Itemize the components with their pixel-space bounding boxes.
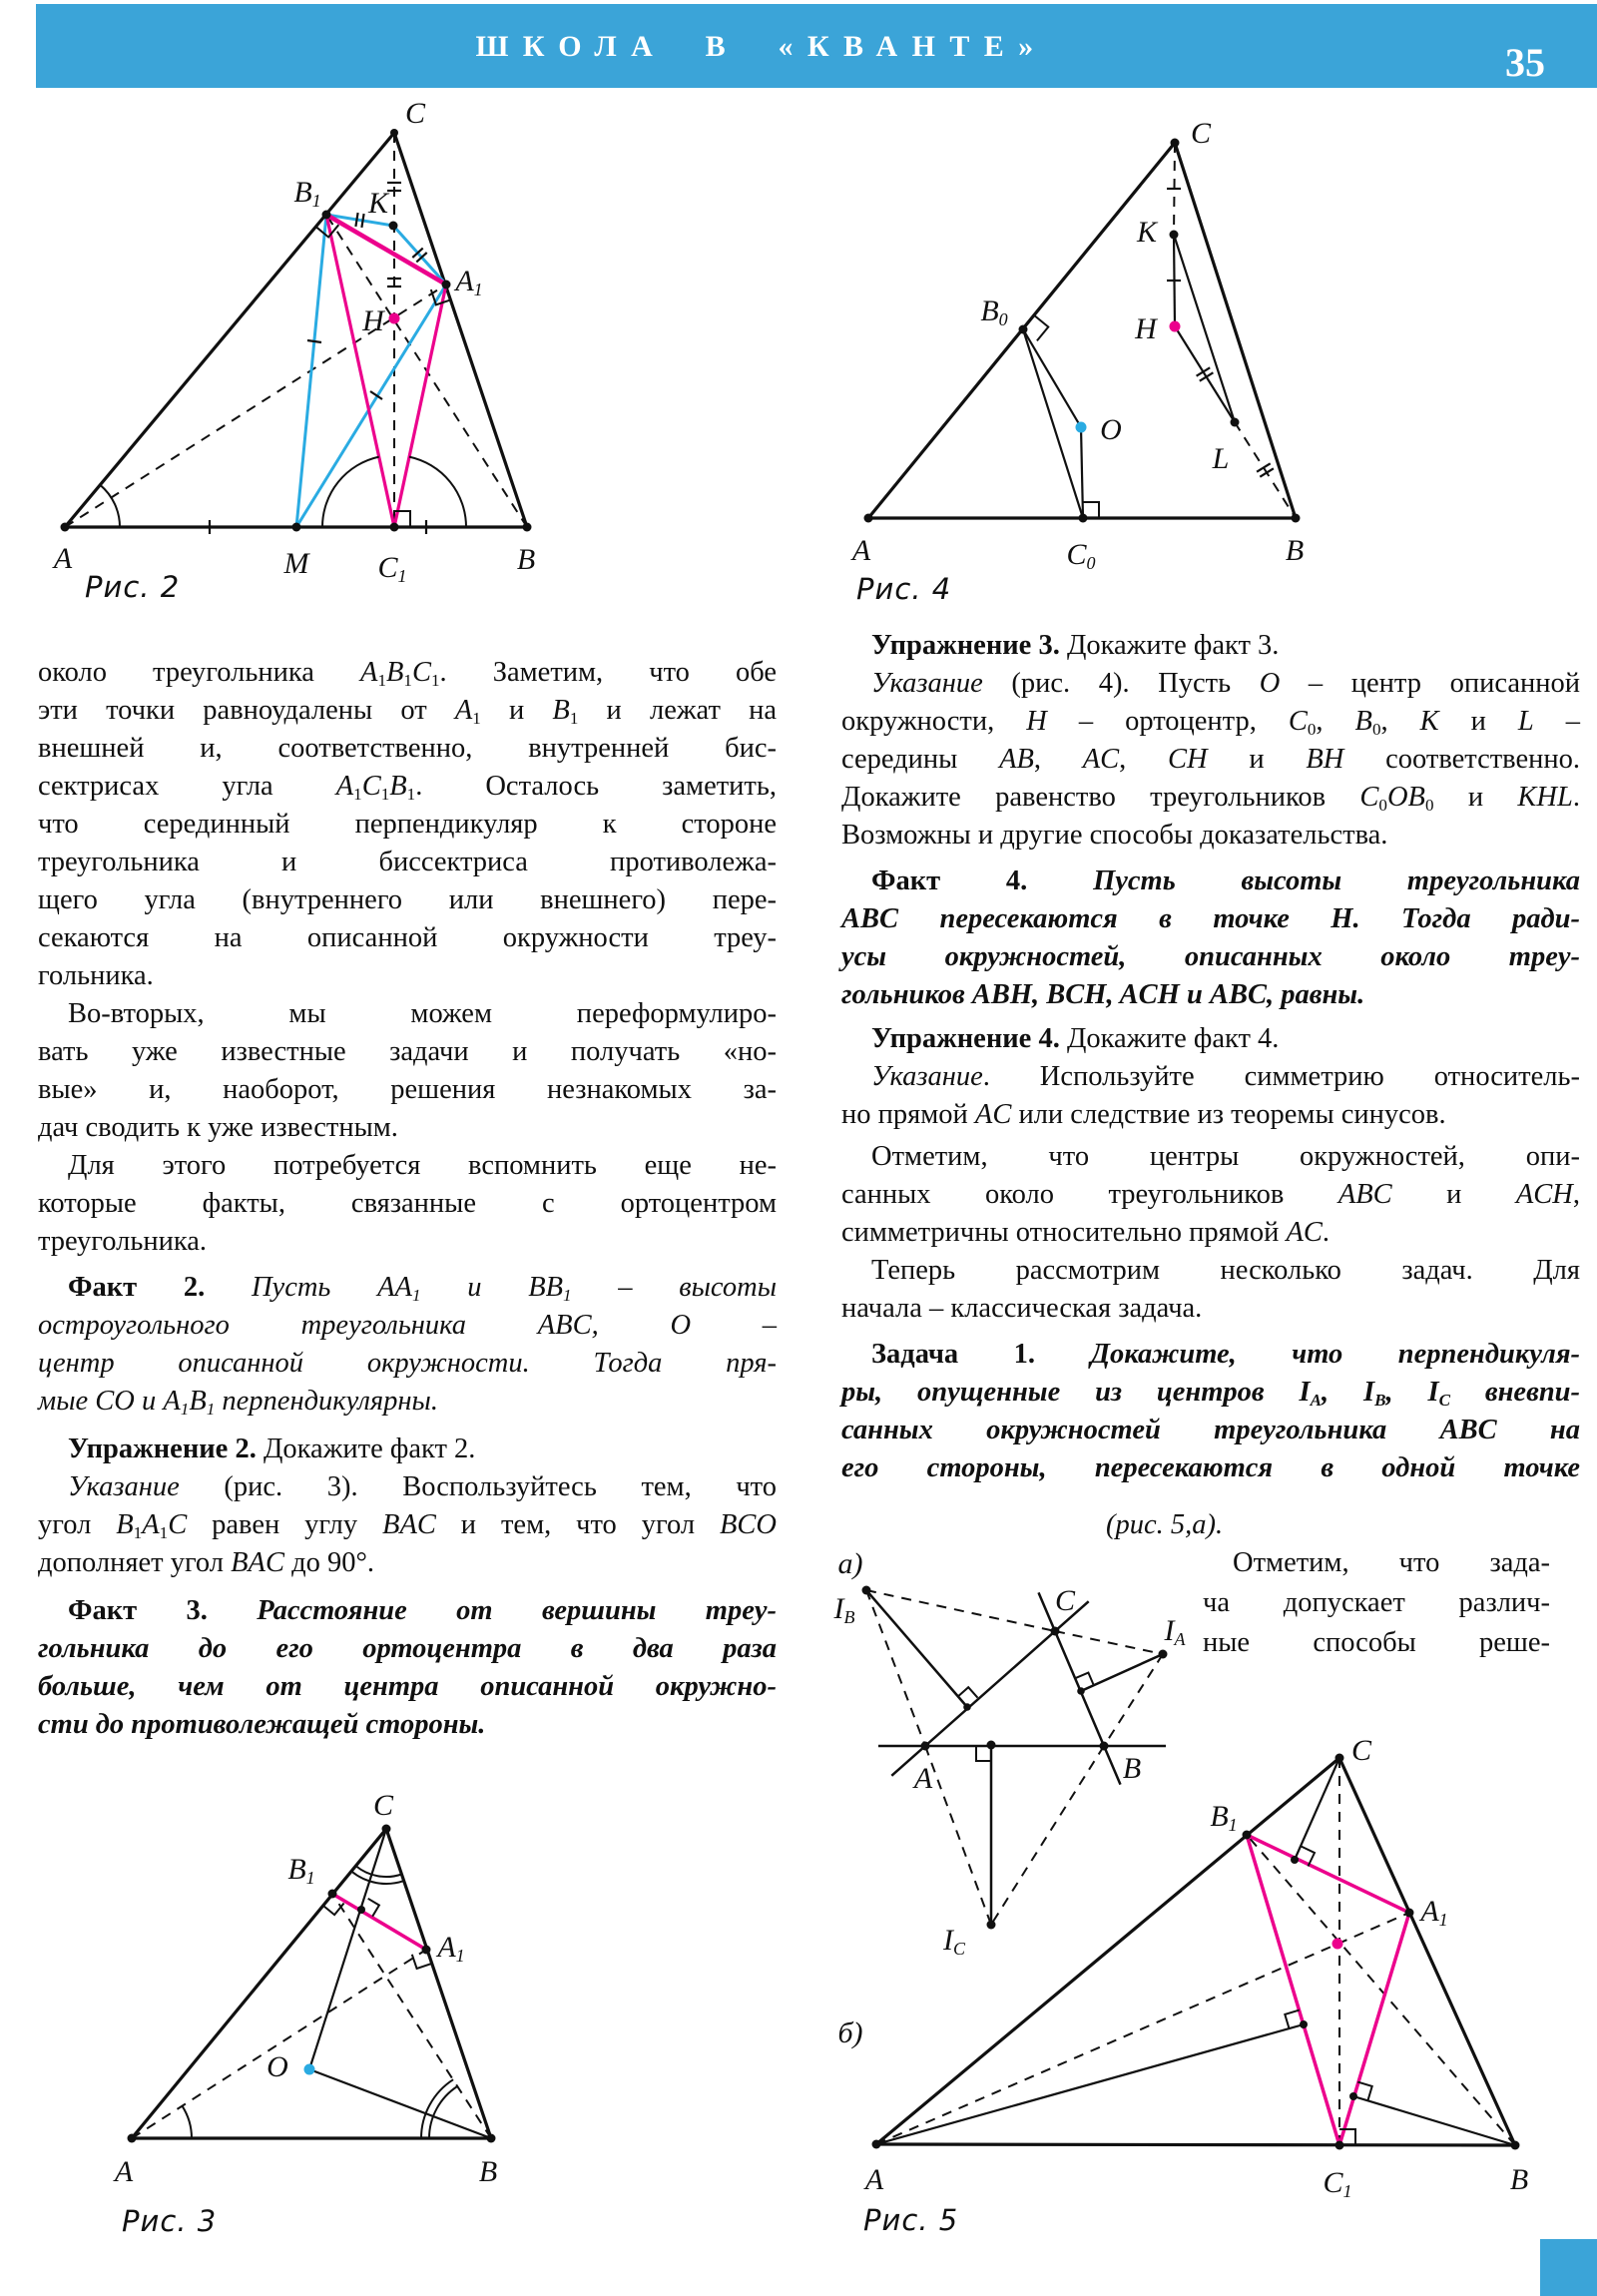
fig-label-A: A — [114, 2155, 134, 2188]
text-line: Докажите равенство треугольников $C_0OB_0$ и KHL. — [841, 782, 1580, 815]
fig-label-IB: $I_B$ — [833, 1592, 855, 1628]
fig5b-triangle — [876, 1758, 1515, 2145]
text-line: гольника до его ортоцентра в два раза — [38, 1633, 777, 1664]
fig5a-reference: (рис. 5,а). — [1106, 1509, 1224, 1540]
text-line: его стороны, пересекаются в одной точке — [841, 1452, 1580, 1483]
text-line: около треугольника $A_1B_1C_1$. Заметим, что обе — [38, 657, 777, 690]
fig-label-M: M — [283, 547, 309, 580]
text-line: Отметим, что зада- — [1233, 1547, 1550, 1578]
text-line: Упражнение 4. Докажите факт 4. — [871, 1023, 1280, 1054]
text-line: Теперь рассмотрим несколько задач. Для — [871, 1255, 1580, 1286]
fig-label-C-5a: C — [1054, 1584, 1076, 1617]
paragraph — [841, 627, 1580, 665]
text-line: дополняет угол BAC до 90°. — [38, 1547, 374, 1578]
text-line: ные способы реше- — [1203, 1627, 1550, 1658]
text-line: центр описанной окружности. Тогда пря- — [38, 1348, 777, 1379]
fig-label-B1: $B_1$ — [287, 1853, 315, 1889]
right-column — [841, 627, 1580, 1487]
text-line: больше, чем от центра описанной окружно- — [38, 1671, 777, 1702]
paragraph — [38, 1468, 777, 1582]
text-line: щего угла (внутреннего или внешнего) пере- — [38, 884, 777, 915]
fig-label-C-5b: C — [1350, 1734, 1372, 1767]
fig-label-B: B — [478, 2155, 498, 2188]
figure-4 — [848, 85, 1597, 644]
fig-label-B: B — [516, 543, 536, 576]
text-line: треугольника и биссектриса противолежа- — [38, 847, 777, 877]
text-line: симметричны относительно прямой AC. — [841, 1217, 1330, 1248]
figure-3 — [80, 1787, 559, 2256]
figure-2 — [40, 85, 559, 629]
paragraph — [38, 654, 777, 995]
fig-label-H: H — [362, 304, 384, 337]
text-line: Для этого потребуется вспомнить еще не- — [68, 1150, 777, 1181]
text-line: вать уже известные задачи и получать «но- — [38, 1036, 777, 1067]
text-line: сектрисах угла $A_1C_1B_1$. Осталось заметить, — [38, 771, 778, 804]
fig-label-A: A — [851, 534, 871, 567]
fig-label-L: L — [1212, 442, 1230, 475]
text-line: окружности, H – ортоцентр, $C_0$, $B_0$, K и L – — [841, 706, 1581, 739]
text-line: гольников ABH, BCH, ACH и ABC, равны. — [841, 979, 1365, 1010]
text-line: ча допускает различ- — [1203, 1587, 1550, 1618]
paragraph — [841, 1252, 1580, 1328]
corner-decoration — [1540, 2239, 1597, 2296]
text-line: Отметим, что центры окружностей, опи- — [871, 1141, 1580, 1172]
fig-label-B-5a: B — [1122, 1752, 1142, 1785]
paragraph — [841, 665, 1580, 855]
fig4-tick-marks — [1167, 189, 1274, 477]
fig-label-b-label: б) — [837, 2016, 863, 2049]
text-line: внешней и, соответственно, внутренней бис- — [38, 733, 777, 764]
text-line: что серединный перпендикуляр к стороне — [38, 809, 777, 840]
text-line: усы окружностей, описанных около треу- — [841, 941, 1580, 972]
fig4-right-angle-marks — [1034, 315, 1099, 518]
fig5b-perpendiculars — [876, 1758, 1515, 2145]
fig-label-a-label: а) — [837, 1547, 863, 1580]
fig5b-right-angle-marks — [1285, 1847, 1371, 2146]
fig5b-orthic-triangle — [1247, 1835, 1409, 2145]
fig-label-C: C — [1190, 117, 1212, 150]
fig-label-A-5a: A — [913, 1762, 933, 1795]
text-line: вые» и, наоборот, решения незнакомых за- — [38, 1074, 777, 1105]
fig5a-solid-lines — [866, 1590, 1166, 1925]
fig5b-points — [872, 1754, 1520, 2150]
text-line: секаются на описанной окружности треу- — [38, 922, 777, 953]
fig-label-A1: $A_1$ — [455, 265, 483, 300]
paragraph — [841, 1020, 1580, 1058]
text-line: дач сводить к уже известным. — [38, 1112, 398, 1143]
fig-label-C: C — [372, 1789, 394, 1822]
fig2-magenta-triangle — [326, 215, 446, 527]
fig-label-C0: $C_0$ — [1066, 538, 1096, 574]
text-line: начала – классическая задача. — [841, 1293, 1203, 1324]
fig-label-B-5b: B — [1509, 2163, 1529, 2196]
fig4-caption: Рис. 4 — [856, 572, 952, 606]
fig-label-O: O — [266, 2050, 288, 2083]
paragraph — [38, 1269, 777, 1421]
fig3-angle-arcs — [183, 1866, 458, 2138]
fig-label-O: O — [1100, 413, 1122, 446]
text-line: но прямой AC или следствие из теоремы синусов. — [841, 1099, 1446, 1130]
fig-label-A1: $A_1$ — [437, 1931, 465, 1967]
page-header-bar — [36, 4, 1597, 88]
fig-label-C: C — [404, 97, 426, 130]
text-line: Упражнение 2. Докажите факт 2. — [68, 1434, 476, 1464]
figure-5 — [818, 1547, 1597, 2251]
fig-label-A1-5b: $A_1$ — [1420, 1895, 1448, 1931]
fig-label-B: B — [1285, 534, 1305, 567]
fig-label-K: K — [1136, 216, 1158, 249]
fig5-drawing — [818, 1552, 1597, 2251]
paragraph — [841, 1138, 1580, 1252]
fig2-caption: Рис. 2 — [85, 570, 181, 604]
paragraph — [841, 1336, 1580, 1487]
paragraph — [38, 1147, 777, 1261]
fig-label-A: A — [53, 542, 73, 575]
text-line: эти точки равноудалены от $A_1$ и $B_1$ и лежат на — [38, 695, 777, 728]
text-line: треугольника. — [38, 1226, 208, 1257]
text-line: санных около треугольников ABC и ACH, — [841, 1179, 1580, 1210]
fig-label-A-5b: A — [864, 2163, 884, 2196]
fig-label-IC: $I_C$ — [942, 1924, 966, 1960]
page-number: 35 — [1505, 40, 1545, 85]
text-line: середины AB, AC, CH и BH соответственно. — [841, 744, 1580, 775]
fig-label-IA: $I_A$ — [1164, 1614, 1186, 1650]
text-line: мые CO и $A_1B_1$ перпендикулярны. — [38, 1386, 438, 1419]
fig-label-C1-5b: $C_1$ — [1323, 2166, 1352, 2202]
text-line: ABC пересекаются в точке H. Тогда ради- — [841, 903, 1580, 934]
left-column — [38, 654, 777, 1744]
fig-label-B1: $B_1$ — [293, 176, 321, 212]
text-line: сти до противолежащей стороны. — [38, 1709, 486, 1740]
text-line: Факт 3. Расстояние от вершины треу- — [68, 1595, 777, 1626]
paragraph — [38, 1592, 777, 1744]
text-line: санных окружностей треугольника ABC на — [841, 1415, 1580, 1445]
text-line: Упражнение 3. Докажите факт 3. — [871, 630, 1280, 661]
fig5-caption: Рис. 5 — [863, 2203, 959, 2237]
paragraph — [38, 995, 777, 1147]
text-line: Факт 4. Пусть высоты треугольника — [871, 865, 1580, 896]
text-line: Задача 1. Докажите, что перпендикуля- — [871, 1339, 1580, 1370]
fig4-inner-lines — [1023, 235, 1235, 518]
paragraph — [38, 1431, 777, 1468]
fig5b-dashed-lines — [876, 1758, 1515, 2145]
text-line: Указание (рис. 3). Воспользуйтесь тем, что — [68, 1471, 777, 1502]
text-line: гольника. — [38, 960, 154, 991]
page-title: ШКОЛА В «КВАНТЕ» — [475, 30, 1048, 63]
fig-label-C1: $C_1$ — [377, 551, 407, 587]
fig4-drawing — [848, 85, 1597, 644]
fig-label-H: H — [1135, 312, 1157, 345]
fig5a-right-angle-marks — [958, 1673, 1094, 1761]
text-line: остроугольного треугольника ABC, O – — [38, 1310, 777, 1341]
fig-label-K: K — [367, 187, 389, 220]
paragraph — [841, 1058, 1580, 1134]
text-line: угол $B_1A_1C$ равен углу BAC и тем, что угол BCO — [38, 1509, 777, 1542]
text-line: ры, опущенные из центров $I_A$, $I_B$, $I_C$ вневпи- — [841, 1377, 1581, 1410]
text-line: Указание. Используйте симметрию относитель- — [871, 1061, 1580, 1092]
fig3-caption: Рис. 3 — [122, 2204, 218, 2238]
text-line: Во-вторых, мы можем переформулиро- — [68, 998, 777, 1029]
fig2-cyan-quad — [296, 215, 446, 527]
text-line: Указание (рис. 4). Пусть O – центр описанной — [871, 668, 1580, 699]
text-line: Возможны и другие способы доказательства. — [841, 820, 1388, 851]
fig-label-B0: $B_0$ — [980, 294, 1008, 330]
text-line: которые факты, связанные с ортоцентром — [38, 1188, 777, 1219]
text-line: Факт 2. Пусть $AA_1$ и $BB_1$ – высоты — [68, 1272, 777, 1305]
fig-label-B1-5b: $B_1$ — [1210, 1800, 1238, 1836]
paragraph — [841, 862, 1580, 1014]
